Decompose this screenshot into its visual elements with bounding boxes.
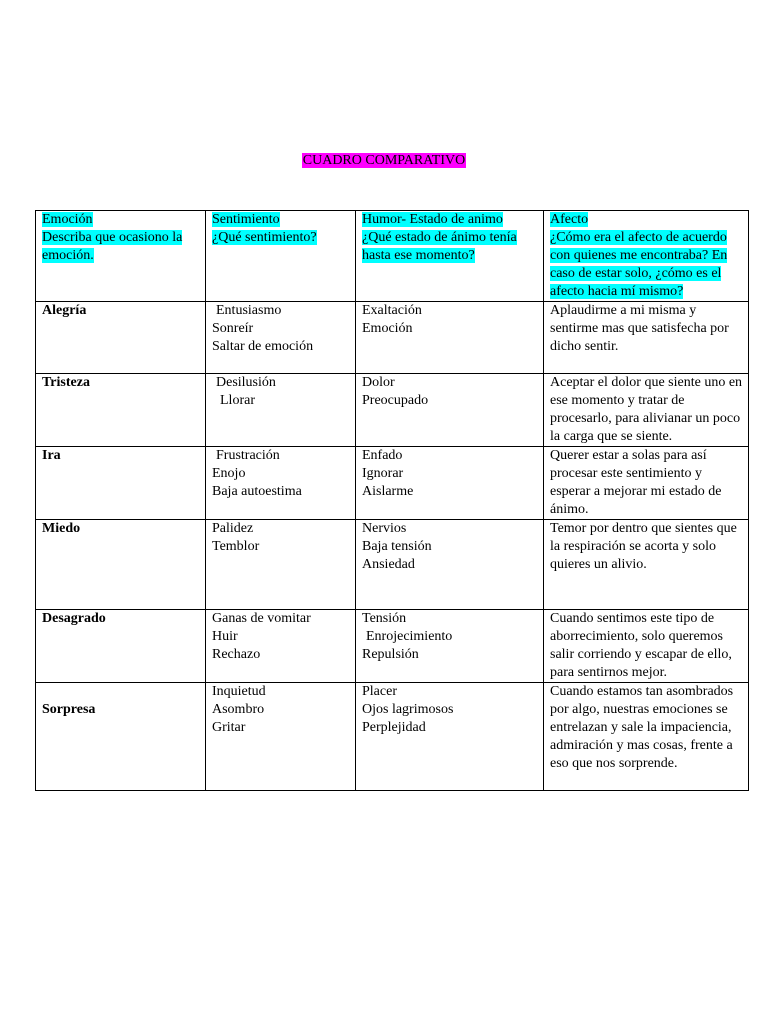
list-item: Perplejidad xyxy=(362,720,426,735)
afecto-text: Cuando sentimos este tipo de aborrecimiento, solo queremos salir corriendo y escapar de ello, para sentirnos mejor. xyxy=(550,611,732,680)
list-item: Desilusión xyxy=(216,375,276,390)
row-sentimiento xyxy=(206,374,356,447)
header-label: Afecto xyxy=(550,212,589,227)
table-row xyxy=(36,683,749,791)
afecto-text: Aceptar el dolor que siente uno en ese momento y tratar de procesarlo, para alivianar un poco la carga que se siente. xyxy=(550,375,743,444)
list-item: Exaltación xyxy=(362,303,422,318)
title-container xyxy=(0,151,768,169)
list-item: Temblor xyxy=(212,539,260,554)
list-item: Saltar de emoción xyxy=(212,339,314,354)
list-item: Preocupado xyxy=(362,393,429,408)
header-question: ¿Qué sentimiento? xyxy=(212,230,317,245)
row-humor xyxy=(356,520,544,610)
row-sentimiento xyxy=(206,610,356,683)
row-humor xyxy=(356,374,544,447)
row-humor xyxy=(356,302,544,374)
list-item: Ganas de vomitar xyxy=(212,611,311,626)
list-item: Frustración xyxy=(216,448,280,463)
header-label: Emoción xyxy=(42,212,93,227)
row-emotion: Sorpresa xyxy=(36,683,206,791)
list-item: Enojo xyxy=(212,466,246,481)
list-item: Palidez xyxy=(212,521,254,536)
header-row xyxy=(36,211,749,302)
comparison-table xyxy=(35,210,749,791)
header-label: Sentimiento xyxy=(212,212,280,227)
table-row xyxy=(36,447,749,520)
header-question: Describa que ocasiono la emoción. xyxy=(42,230,183,263)
list-item: Sonreír xyxy=(212,321,254,336)
list-item: Ansiedad xyxy=(362,557,415,572)
row-emotion: Desagrado xyxy=(36,610,206,683)
list-item: Asombro xyxy=(212,702,265,717)
row-afecto xyxy=(544,610,749,683)
row-afecto xyxy=(544,374,749,447)
row-sentimiento xyxy=(206,683,356,791)
list-item: Dolor xyxy=(362,375,395,390)
row-humor xyxy=(356,683,544,791)
table-row xyxy=(36,520,749,610)
row-sentimiento xyxy=(206,302,356,374)
list-item: Placer xyxy=(362,684,397,699)
header-humor xyxy=(356,211,544,302)
list-item: Entusiasmo xyxy=(216,303,282,318)
list-item: Gritar xyxy=(212,720,246,735)
list-item: Repulsión xyxy=(362,647,419,662)
document-title: CUADRO COMPARATIVO xyxy=(302,153,466,168)
header-question: ¿Cómo era el afecto de acuerdo con quienes me encontraba? En caso de estar solo, ¿cómo es el afecto hacia mí mismo? xyxy=(550,230,728,299)
afecto-text: Aplaudirme a mi misma y sentirme mas que satisfecha por dicho sentir. xyxy=(550,303,729,354)
row-sentimiento xyxy=(206,520,356,610)
list-item: Ignorar xyxy=(362,466,404,481)
list-item: Nervios xyxy=(362,521,407,536)
table-row xyxy=(36,374,749,447)
row-afecto xyxy=(544,683,749,791)
row-emotion: Tristeza xyxy=(36,374,206,447)
row-humor xyxy=(356,447,544,520)
row-afecto xyxy=(544,520,749,610)
header-question: ¿Qué estado de ánimo tenía hasta ese momento? xyxy=(362,230,517,263)
header-emocion xyxy=(36,211,206,302)
list-item: Llorar xyxy=(220,393,255,408)
header-label: Humor- Estado de animo xyxy=(362,212,503,227)
list-item: Aislarme xyxy=(362,484,414,499)
list-item: Huir xyxy=(212,629,238,644)
row-humor xyxy=(356,610,544,683)
list-item: Inquietud xyxy=(212,684,266,699)
table-row xyxy=(36,610,749,683)
afecto-text: Cuando estamos tan asombrados por algo, nuestras emociones se entrelazan y sale la impaciencia, admiración y mas cosas, frente a eso que nos sorprende. xyxy=(550,684,734,771)
afecto-text: Querer estar a solas para así procesar este sentimiento y esperar a mejorar mi estado de ánimo. xyxy=(550,448,722,517)
row-sentimiento xyxy=(206,447,356,520)
row-emotion: Ira xyxy=(36,447,206,520)
list-item: Emoción xyxy=(362,321,413,336)
header-afecto xyxy=(544,211,749,302)
list-item: Tensión xyxy=(362,611,407,626)
list-item: Enfado xyxy=(362,448,403,463)
list-item: Rechazo xyxy=(212,647,261,662)
list-item: Ojos lagrimosos xyxy=(362,702,454,717)
list-item: Baja tensión xyxy=(362,539,432,554)
list-item: Baja autoestima xyxy=(212,484,302,499)
afecto-text: Temor por dentro que sientes que la respiración se acorta y solo quieres un alivio. xyxy=(550,521,737,572)
list-item: Enrojecimiento xyxy=(366,629,453,644)
row-emotion: Miedo xyxy=(36,520,206,610)
row-afecto xyxy=(544,447,749,520)
row-afecto xyxy=(544,302,749,374)
header-sentimiento xyxy=(206,211,356,302)
row-emotion: Alegría xyxy=(36,302,206,374)
table-row xyxy=(36,302,749,374)
